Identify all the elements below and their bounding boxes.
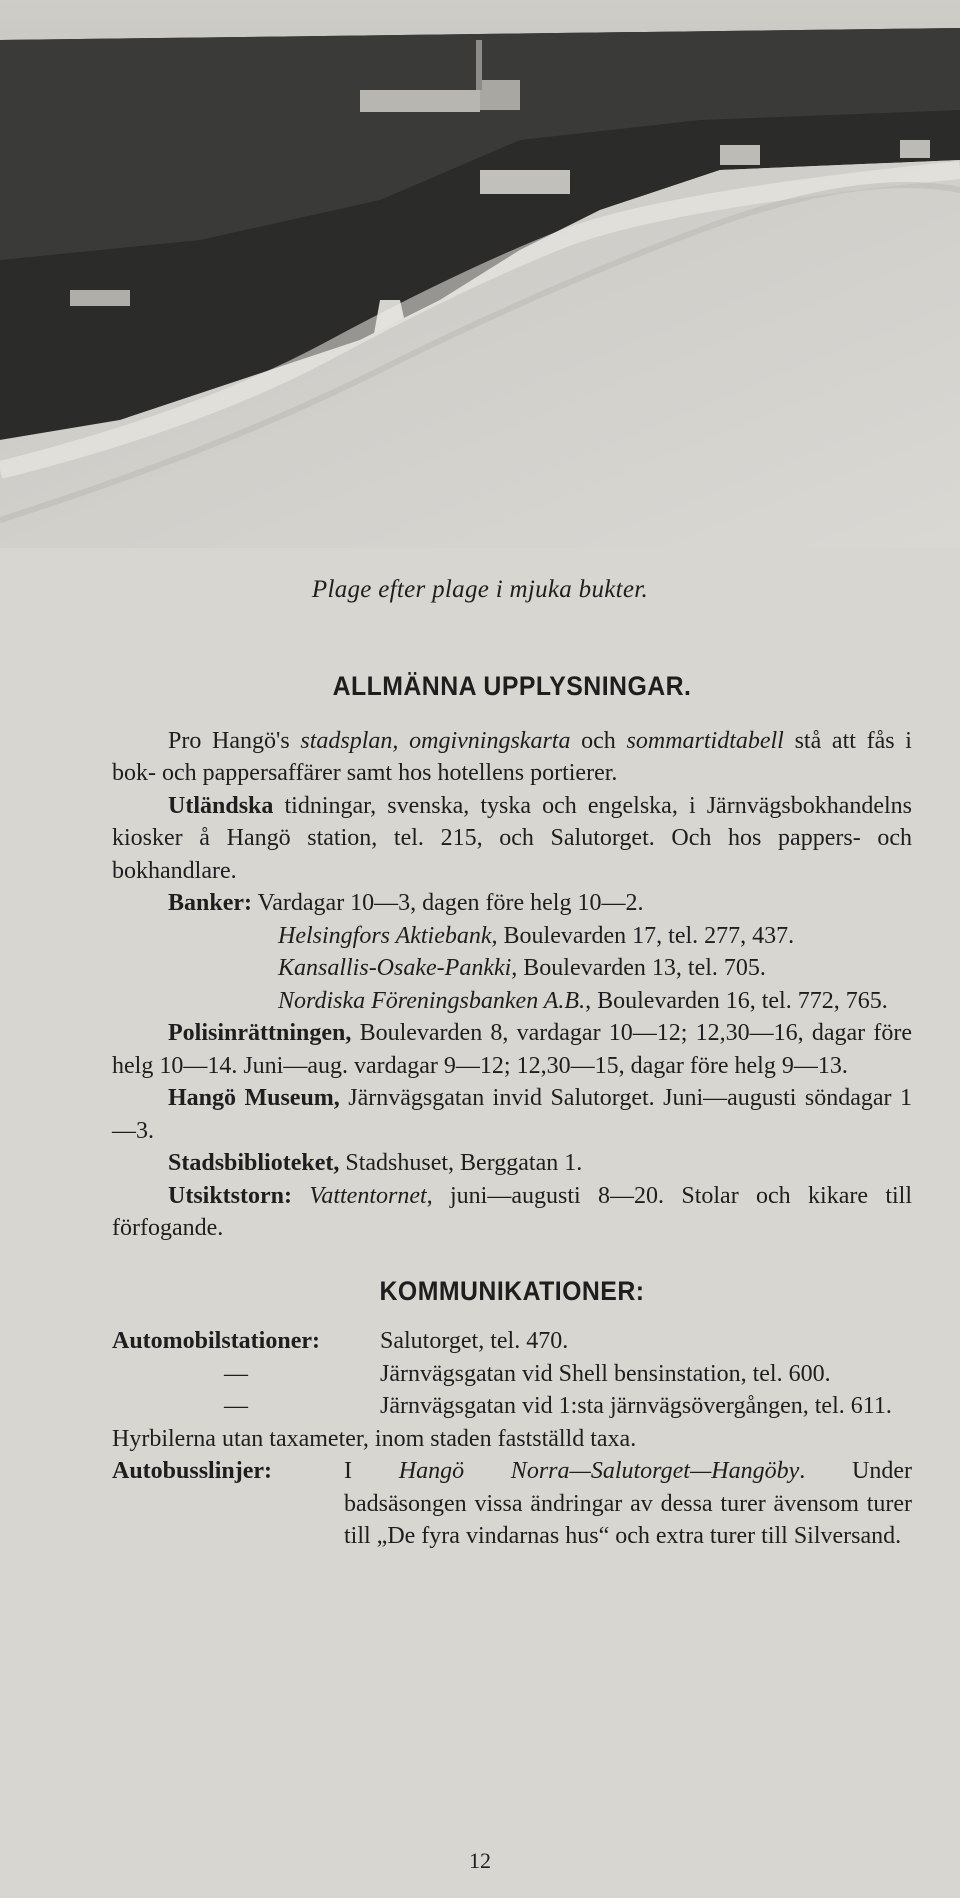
page-body bbox=[112, 670, 912, 1553]
page-number: 12 bbox=[469, 1848, 491, 1873]
bank-item: Nordiska Föreningsbanken A.B., Boulevarden 16, tel. 772, 765. bbox=[278, 987, 888, 1014]
banks-hours: Banker: Vardagar 10—3, dagen före helg 10—2. bbox=[168, 890, 644, 916]
photo-caption: Plage efter plage i mjuka bukter. bbox=[311, 576, 649, 603]
bank-item: Kansallis-Osake-Pankki, Boulevarden 13, tel. 705. bbox=[278, 955, 766, 981]
auto-station-text: Järnvägsgatan vid 1:sta järnvägsövergången, tel. 611. bbox=[380, 1393, 892, 1419]
bank-item: Helsingfors Aktiebank, Boulevarden 17, tel. 277, 437. bbox=[278, 922, 795, 949]
paragraph-city-plan: Pro Hangö's stadsplan, omgivningskarta och sommartidtabell stå att fås i bok- och pappersaffärer samt hos hotellens portierer. bbox=[112, 727, 912, 786]
museum-info: Hangö Museum, Järnvägsgatan invid Salutorget. Juni—augusti söndagar 1—3. bbox=[112, 1085, 912, 1144]
police-info: Polisinrättningen, Boulevarden 8, vardagar 10—12; 12,30—16, dagar före helg 10—14. Juni—aug. vardagar 9—12; 12,30—15, dagar före helg 9—13. bbox=[112, 1020, 912, 1079]
section-heading-communications: KOMMUNIKATIONER: bbox=[379, 1275, 645, 1306]
auto-station-row: — Järnvägsgatan vid Shell bensinstation, tel. 600. bbox=[112, 1358, 912, 1391]
beach-photo-illustration bbox=[0, 0, 960, 548]
auto-station-row: Automobilstationer: Salutorget, tel. 470. bbox=[112, 1325, 912, 1358]
beach-aerial-photo bbox=[0, 0, 960, 548]
auto-station-text: Salutorget, tel. 470. bbox=[380, 1328, 569, 1354]
rental-car-info: Hyrbilerna utan taxameter, inom staden fastställd taxa. bbox=[112, 1425, 637, 1452]
auto-station-text: Järnvägsgatan vid Shell bensinstation, tel. 600. bbox=[380, 1360, 831, 1387]
paragraph-newspapers: Utländska tidningar, svenska, tyska och engelska, i Järnvägsbokhandelns kiosker å Hangö station, tel. 215, och Salutorget. Och hos pappers- och bokhandlare. bbox=[112, 792, 912, 884]
auto-station-row: — Järnvägsgatan vid 1:sta järnvägsövergången, tel. 611. bbox=[112, 1390, 912, 1423]
bus-lines-text: I Hangö Norra—Salutorget—Hangöby. Under badsäsongen vissa ändringar av dessa turer ävensom turer till „De fyra vindarnas hus“ och extra turer till Silversand. bbox=[344, 1458, 912, 1549]
tower-info: Utsiktstorn: Vattentornet, juni—augusti 8—20. Stolar och kikare till förfogande. bbox=[112, 1182, 913, 1241]
library-info: Stadsbiblioteket, Stadshuset, Berggatan 1. bbox=[168, 1150, 583, 1176]
section-heading-general-info: ALLMÄNNA UPPLYSNINGAR. bbox=[332, 671, 692, 701]
bus-lines-row: Autobusslinjer: I Hangö Norra—Salutorget—Hangöby. Under badsäsongen vissa ändringar av dessa turer ävensom turer till „De fyra vindarnas hus“ och extra turer till Silversand. bbox=[112, 1455, 912, 1553]
